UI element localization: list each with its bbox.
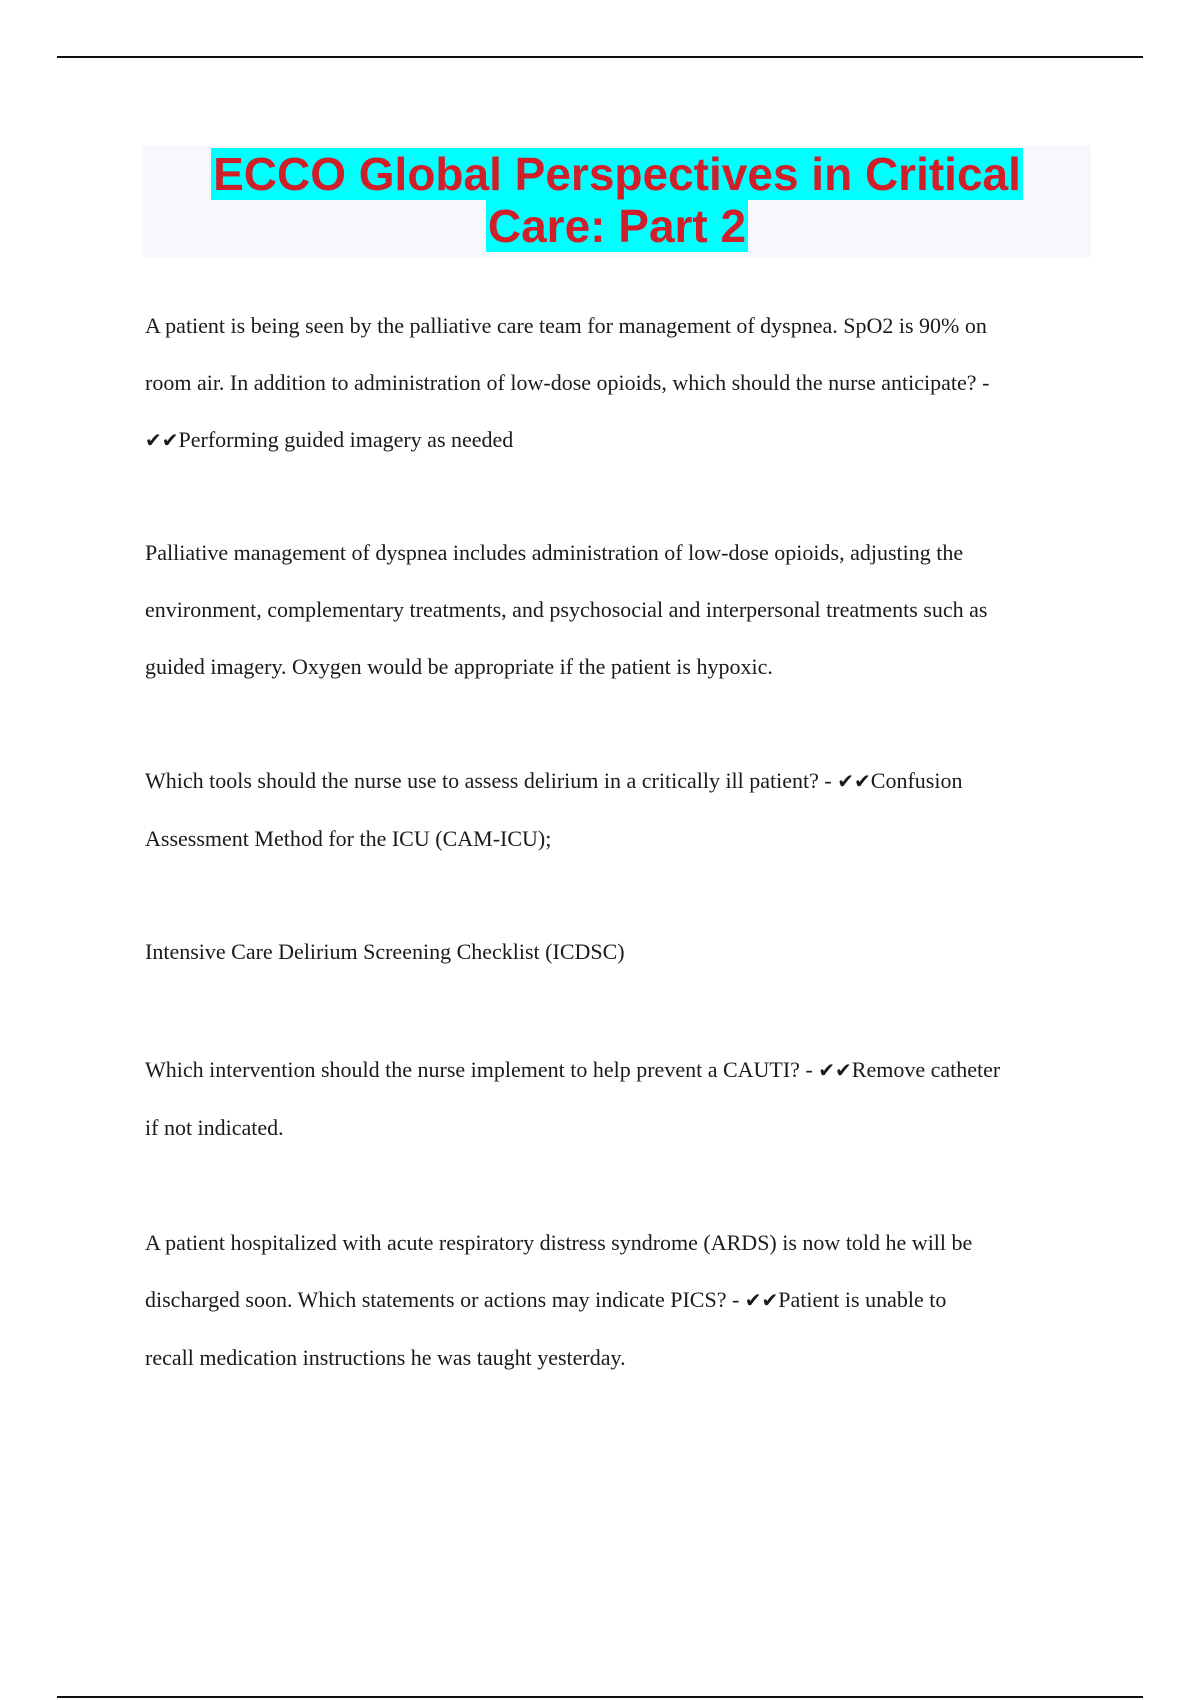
answer-line xyxy=(145,411,1095,469)
text-line: A patient hospitalized with acute respiratory distress syndrome (ARDS) is now told he will be xyxy=(145,1230,973,1255)
page-title-line-1: ECCO Global Perspectives in Critical xyxy=(213,148,1021,200)
answer-text: Patient is unable to xyxy=(778,1287,947,1312)
text-line: room air. In addition to administration of low-dose opioids, which should the nurse anticipate? - xyxy=(145,370,990,395)
answer-text: Confusion xyxy=(870,768,963,793)
top-rule xyxy=(57,56,1143,58)
answer-continuation: if not indicated. xyxy=(145,1115,284,1140)
qa-dyspnea xyxy=(145,297,1095,469)
qa-cauti xyxy=(145,1041,1095,1156)
qa-pics xyxy=(145,1214,1095,1386)
answer-continuation: recall medication instructions he was taught yesterday. xyxy=(145,1345,626,1370)
check-mark-icon: ✔✔ xyxy=(818,1058,852,1082)
text-line: guided imagery. Oxygen would be appropriate if the patient is hypoxic. xyxy=(145,654,773,679)
check-mark-icon: ✔✔ xyxy=(145,428,179,452)
check-mark-icon: ✔✔ xyxy=(744,1288,779,1312)
text-line: Intensive Care Delirium Screening Checklist (ICDSC) xyxy=(145,939,625,964)
check-mark-icon: ✔✔ xyxy=(837,769,871,793)
text-line: A patient is being seen by the palliative care team for management of dyspnea. SpO2 is 90% on xyxy=(145,313,987,338)
delirium-checklist xyxy=(145,923,1095,980)
question-text: Which tools should the nurse use to assess delirium in a critically ill patient? - xyxy=(145,768,838,793)
qa-delirium xyxy=(145,752,1095,867)
page-title-line-2: Care: Part 2 xyxy=(487,200,747,252)
question-line xyxy=(145,752,1095,810)
explanation-dyspnea xyxy=(145,524,1095,695)
text-line: environment, complementary treatments, and psychosocial and interpersonal treatments such as xyxy=(145,597,988,622)
question-text: discharged soon. Which statements or actions may indicate PICS? - xyxy=(145,1287,745,1312)
answer-text: Remove catheter xyxy=(851,1057,1001,1082)
bottom-rule xyxy=(57,1696,1143,1698)
text-line: Palliative management of dyspnea includes administration of low-dose opioids, adjusting the xyxy=(145,540,964,565)
question-line xyxy=(145,1271,1095,1329)
question-line xyxy=(145,1041,1095,1099)
answer-continuation: Assessment Method for the ICU (CAM-ICU); xyxy=(145,826,552,851)
title-banner xyxy=(143,145,1091,257)
answer-text: Performing guided imagery as needed xyxy=(178,427,514,452)
question-text: Which intervention should the nurse implement to help prevent a CAUTI? - xyxy=(145,1057,819,1082)
